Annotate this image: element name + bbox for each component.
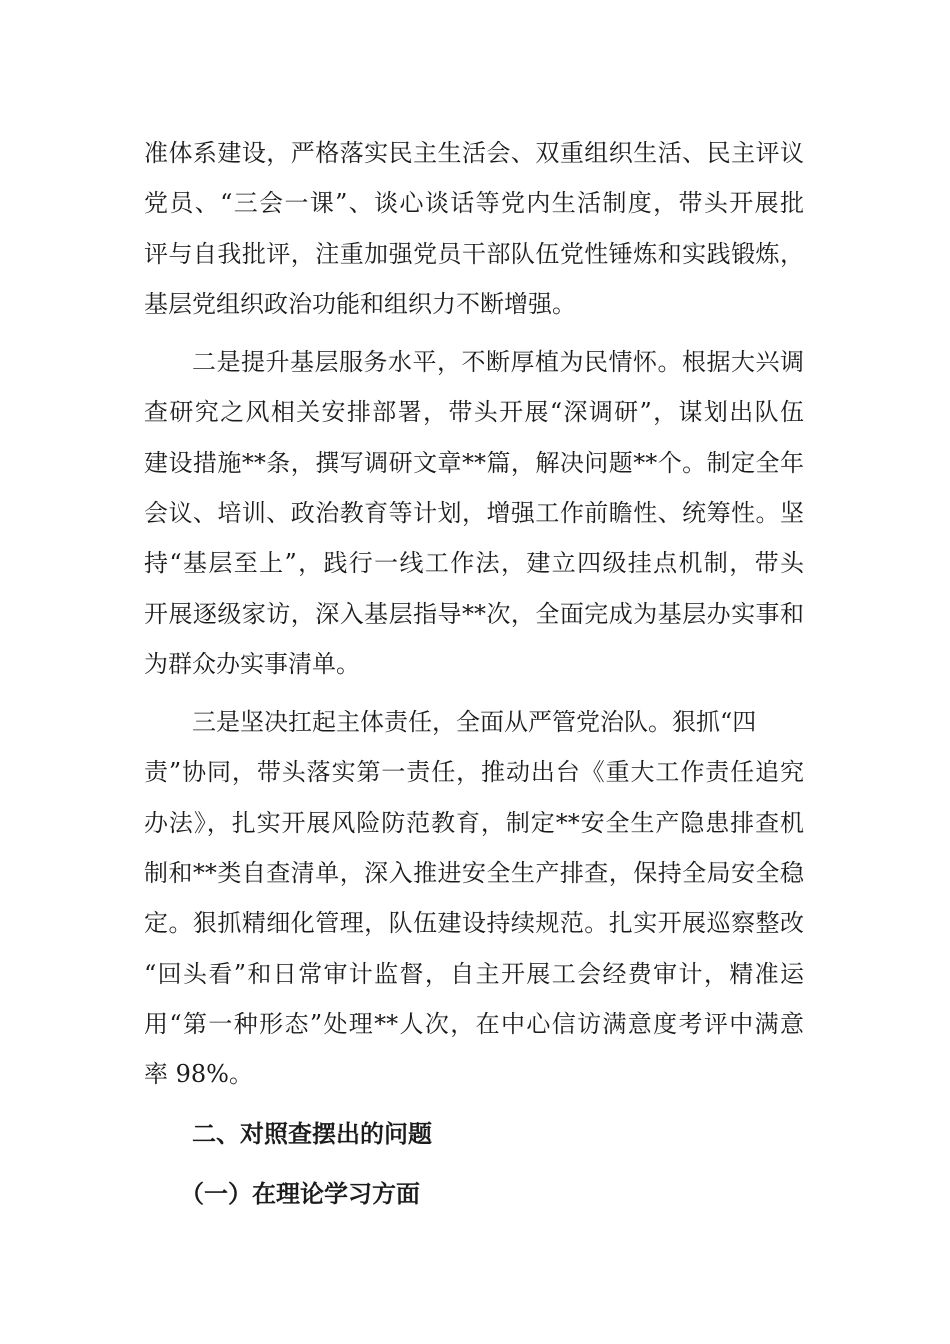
subsection-heading: （一）在理论学习方面 xyxy=(180,1180,420,1208)
paragraph-2-line-2: 查研究之风相关安排部署，带头开展“深调研”，谋划出队伍 xyxy=(144,398,804,426)
section-heading: 二、对照查摆出的问题 xyxy=(192,1120,432,1148)
paragraph-2-line-5: 持“基层至上”，践行一线工作法，建立四级挂点机制，带头 xyxy=(144,549,804,577)
paragraph-1-line-3: 评与自我批评，注重加强党员干部队伍党性锤炼和实践锻炼， xyxy=(144,240,804,268)
paragraph-3-line-6: “回头看”和日常审计监督，自主开展工会经费审计，精准运 xyxy=(144,960,804,988)
paragraph-2-line-1: 二是提升基层服务水平，不断厚植为民情怀。根据大兴调 xyxy=(192,348,804,376)
paragraph-3-line-7: 用“第一种形态”处理**人次，在中心信访满意度考评中满意 xyxy=(144,1010,804,1038)
paragraph-1-line-4: 基层党组织政治功能和组织力不断增强。 xyxy=(144,290,576,318)
paragraph-2-line-7: 为群众办实事清单。 xyxy=(144,650,360,678)
paragraph-3-line-2: 责”协同，带头落实第一责任，推动出台《重大工作责任追究 xyxy=(144,758,804,786)
paragraph-3-line-5: 定。狠抓精细化管理，队伍建设持续规范。扎实开展巡察整改 xyxy=(144,909,804,937)
paragraph-3-line-8: 率 98%。 xyxy=(144,1060,253,1088)
paragraph-2-line-4: 会议、培训、政治教育等计划，增强工作前瞻性、统筹性。坚 xyxy=(144,499,804,527)
paragraph-2-line-3: 建设措施**条，撰写调研文章**篇，解决问题**个。制定全年 xyxy=(144,449,804,477)
paragraph-3-line-3: 办法》，扎实开展风险防范教育，制定**安全生产隐患排查机 xyxy=(144,809,804,837)
paragraph-3-line-1: 三是坚决扛起主体责任，全面从严管党治队。狠抓“四 xyxy=(192,708,757,736)
paragraph-3-line-4: 制和**类自查清单，深入推进安全生产排查，保持全局安全稳 xyxy=(144,859,804,887)
paragraph-2-line-6: 开展逐级家访，深入基层指导**次，全面完成为基层办实事和 xyxy=(144,600,804,628)
paragraph-1-line-1: 准体系建设，严格落实民主生活会、双重组织生活、民主评议 xyxy=(144,139,804,167)
paragraph-1-line-2: 党员、“三会一课”、谈心谈话等党内生活制度，带头开展批 xyxy=(144,189,804,217)
